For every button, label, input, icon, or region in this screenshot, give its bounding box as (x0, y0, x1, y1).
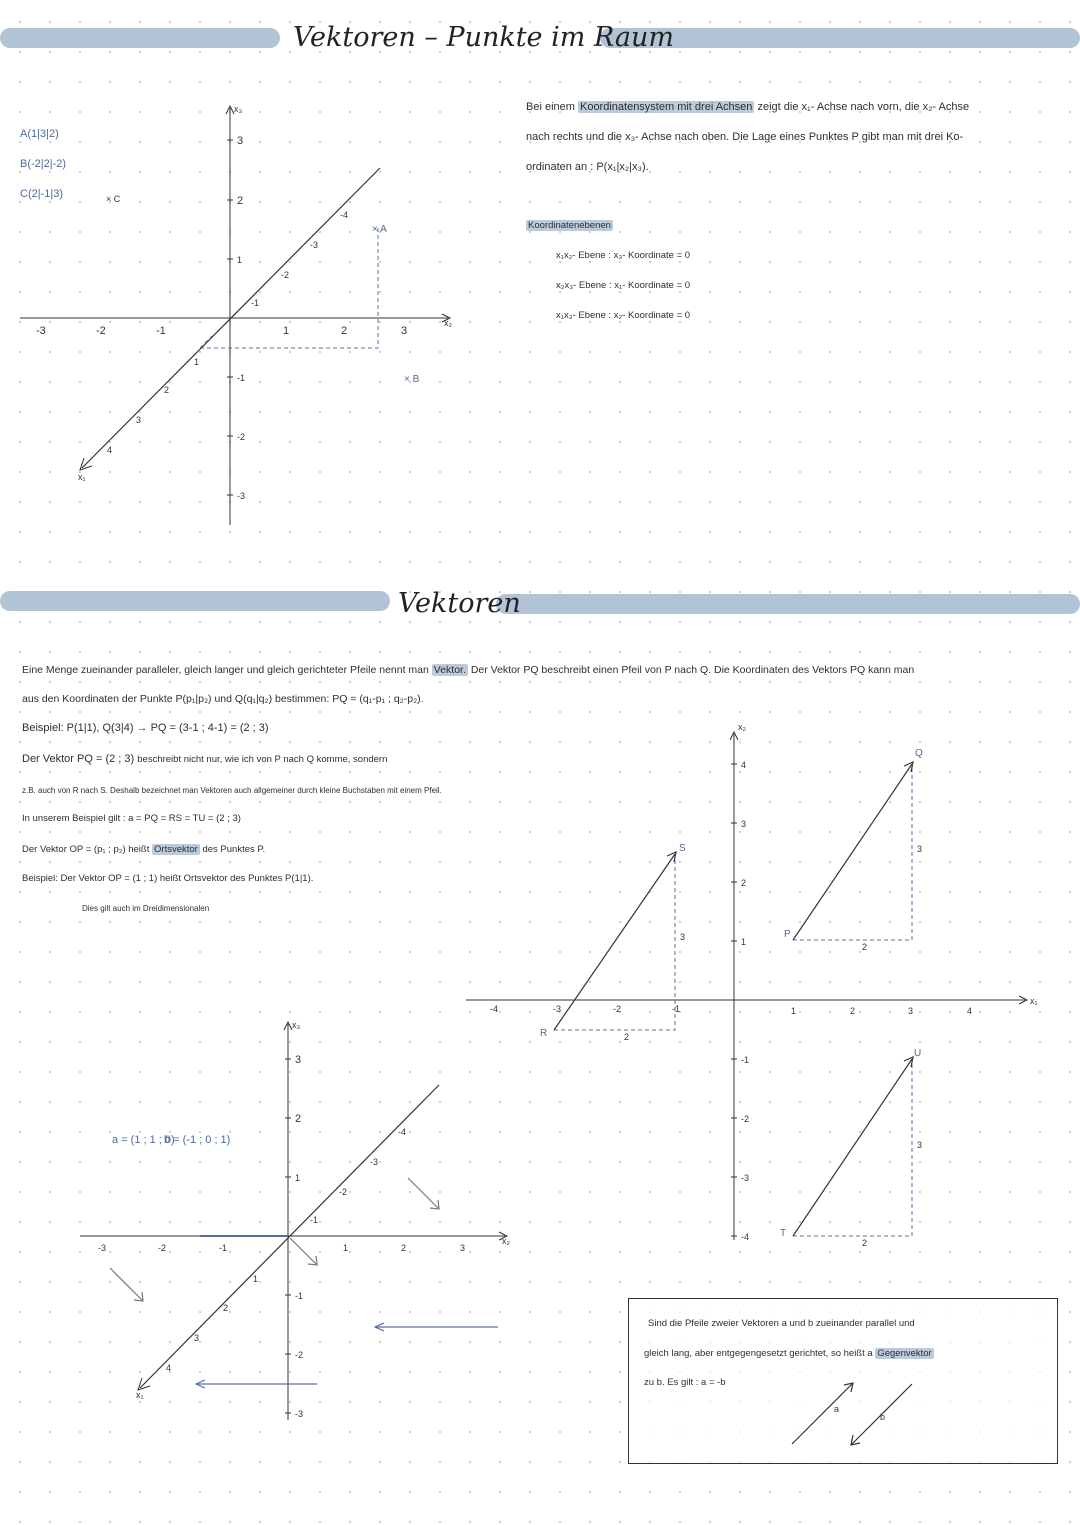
gegen-text-a: gleich lang, aber entgegengesetzt gerichtet, so heißt a (644, 1348, 873, 1359)
svg-text:3: 3 (295, 1054, 302, 1066)
planes-heading-text: Koordinatenebenen (528, 220, 611, 231)
ortsvektor-highlight: Ortsvektor (154, 844, 198, 855)
vector-a-3d: a = (1 ; 1 ; 0) (112, 1134, 175, 1146)
svg-text:2: 2 (223, 1303, 229, 1313)
point-c-marker: × C (106, 194, 121, 204)
label-u: U (914, 1048, 922, 1059)
x-tick-3: 3 (908, 1006, 914, 1016)
x2-tick-1: 1 (283, 325, 290, 337)
tu-dy: 3 (917, 1140, 923, 1150)
x2-label-b: x₂ (502, 1236, 510, 1246)
x3-axis-label: x₃ (234, 104, 243, 114)
x2-tick-3: 3 (401, 325, 408, 337)
svg-text:1: 1 (295, 1173, 301, 1183)
gegen-label-a: a (834, 1404, 840, 1414)
svg-text:-3: -3 (295, 1409, 304, 1419)
example-2: Beispiel: Der Vektor OP = (1 ; 1) heißt Ortsvektor des Punktes P(1|1). (22, 873, 314, 884)
svg-text:2: 2 (401, 1243, 407, 1253)
gegen-line-3: zu b. Es gilt : a = -b (644, 1377, 726, 1388)
label-t: T (780, 1228, 787, 1239)
x1-tick--2: -2 (281, 270, 290, 280)
x2-axis-label: x₂ (444, 318, 452, 328)
zb-line: z.B. auch von R nach S. Deshalb bezeichnet man Vektoren auch allgemeiner durch kleine Buchstaben mit einem Pfeil. (22, 786, 442, 795)
x-tick--2: -2 (613, 1004, 622, 1014)
label-q: Q (915, 748, 923, 759)
x1-label-b: x₁ (136, 1390, 144, 1400)
definition-highlight: Vektor. (433, 664, 466, 676)
x1-tick-3: 3 (136, 415, 142, 425)
svg-text:2: 2 (295, 1113, 302, 1125)
tu-dx: 2 (862, 1238, 868, 1248)
x3-tick-1: 1 (237, 255, 243, 265)
x1-tick-4: 4 (107, 445, 113, 455)
y-tick-1: 1 (741, 937, 747, 947)
page-title: Vektoren – Punkte im Raum (293, 22, 674, 53)
svg-text:-2: -2 (158, 1243, 167, 1253)
svg-text:4: 4 (166, 1363, 172, 1373)
x3-tick--2: -2 (237, 432, 246, 442)
y-tick-2: 2 (741, 878, 747, 888)
x3-tick-2: 2 (237, 195, 244, 207)
y-tick--2: -2 (741, 1114, 750, 1124)
label-p: P (784, 929, 791, 940)
rs-dy: 3 (680, 932, 686, 942)
label-r: R (540, 1028, 548, 1039)
svg-text:-3: -3 (98, 1243, 107, 1253)
point-a-label: × A (372, 224, 387, 235)
point-b-label: × B (404, 374, 420, 385)
intro-text-b: zeigt die x₁- Achse nach vorn, die x₂- Achse (757, 101, 970, 113)
gegenvektor-highlight: Gegenvektor (877, 1348, 932, 1359)
example-1: Beispiel: P(1|1), Q(3|4) → PQ = (3-1 ; 4-1) = (2 ; 3) (22, 722, 269, 734)
gegen-label-b: b (880, 1412, 886, 1422)
x1-tick--4: -4 (340, 210, 349, 220)
pq-dx: 2 (862, 942, 868, 952)
x-tick-2: 2 (850, 1006, 856, 1016)
dreidim-note: Dies gilt auch im Dreidimensionalen (82, 904, 210, 913)
x-tick--1: -1 (672, 1004, 681, 1014)
label-s: S (679, 843, 686, 854)
x-tick--3: -3 (553, 1004, 562, 1014)
x1-tick-2: 2 (164, 385, 170, 395)
y-tick--1: -1 (741, 1055, 750, 1065)
y-tick--3: -3 (741, 1173, 750, 1183)
svg-text:1: 1 (343, 1243, 349, 1253)
x2-tick--2: -2 (96, 325, 106, 337)
x3-tick--3: -3 (237, 491, 246, 501)
svg-text:-1: -1 (295, 1291, 304, 1301)
x1-tick--1: -1 (251, 298, 260, 308)
x1-axis-label: x₁ (78, 472, 86, 482)
x2-axis-label-2d: x₂ (738, 722, 746, 732)
svg-text:-1: -1 (219, 1243, 228, 1253)
point-c-coords: C(2|-1|3) (20, 188, 64, 200)
x-tick--4: -4 (490, 1004, 499, 1014)
svg-text:-4: -4 (398, 1127, 407, 1137)
svg-text:-3: -3 (370, 1157, 379, 1167)
svg-text:-2: -2 (295, 1350, 304, 1360)
svg-text:-2: -2 (339, 1187, 348, 1197)
intro-line-3: ordinaten an : P(x₁|x₂|x₃). (526, 161, 649, 173)
vector-desc-a: Der Vektor PQ = (2 ; 3) (22, 753, 135, 765)
x3-tick-3: 3 (237, 135, 244, 147)
y-tick-4: 4 (741, 760, 747, 770)
x1-tick-1: 1 (194, 357, 200, 367)
x-tick-1: 1 (791, 1006, 797, 1016)
ortsvektor-text-a: Der Vektor OP = (p₁ ; p₂) heißt (22, 844, 150, 855)
definition-line-2: aus den Koordinaten der Punkte P(p₁|p₂) und Q(q₁|q₂) bestimmen: PQ = (q₁-p₁ ; q₂-p₂). (22, 693, 424, 705)
point-a-coords: A(1|3|2) (20, 128, 59, 140)
y-tick-3: 3 (741, 819, 747, 829)
svg-text:3: 3 (460, 1243, 466, 1253)
svg-text:-1: -1 (310, 1215, 319, 1225)
x3-tick--1: -1 (237, 373, 246, 383)
section-title-vektoren: Vektoren (398, 588, 521, 619)
x2-tick-2: 2 (341, 325, 348, 337)
intro-line-2: nach rechts und die x₃- Achse nach oben. Die Lage eines Punktes P gibt man mit drei Ko- (526, 131, 964, 143)
plane-item-1: x₁x₂- Ebene : x₃- Koordinate = 0 (556, 250, 691, 261)
definition-text-a: Eine Menge zueinander paralleler, gleich langer und gleich gerichteter Pfeile nennt man (22, 664, 429, 676)
x2-tick--3: -3 (36, 325, 46, 337)
vector-b-3d: b = (-1 ; 0 ; 1) (164, 1134, 231, 1146)
y-tick--4: -4 (741, 1232, 750, 1242)
intro-text-a: Bei einem (526, 101, 575, 113)
gegen-line-1: Sind die Pfeile zweier Vektoren a und b zueinander parallel und (648, 1318, 915, 1329)
intro-highlight: Koordinatensystem mit drei Achsen (579, 101, 753, 113)
x3-label-b: x₃ (292, 1020, 301, 1030)
rs-dx: 2 (624, 1032, 630, 1042)
svg-text:3: 3 (194, 1333, 200, 1343)
ortsvektor-text-b: des Punktes P. (202, 844, 266, 855)
x1-axis-label-2d: x₁ (1030, 996, 1038, 1006)
svg-text:1: 1 (253, 1274, 259, 1284)
definition-text-b: Der Vektor PQ beschreibt einen Pfeil von P nach Q. Die Koordinaten des Vektors PQ kann man (470, 664, 915, 676)
x1-tick--3: -3 (310, 240, 319, 250)
point-b-coords: B(-2|2|-2) (20, 158, 67, 170)
in-example-line: In unserem Beispiel gilt : a = PQ = RS = TU = (2 ; 3) (22, 813, 241, 824)
plane-item-3: x₁x₃- Ebene : x₂- Koordinate = 0 (556, 310, 691, 321)
x-tick-4: 4 (967, 1006, 973, 1016)
x2-tick--1: -1 (156, 325, 166, 337)
pq-dy: 3 (917, 844, 923, 854)
vector-desc-b: beschreibt nicht nur, wie ich von P nach Q komme, sondern (137, 754, 388, 765)
plane-item-2: x₂x₃- Ebene : x₁- Koordinate = 0 (556, 280, 691, 291)
